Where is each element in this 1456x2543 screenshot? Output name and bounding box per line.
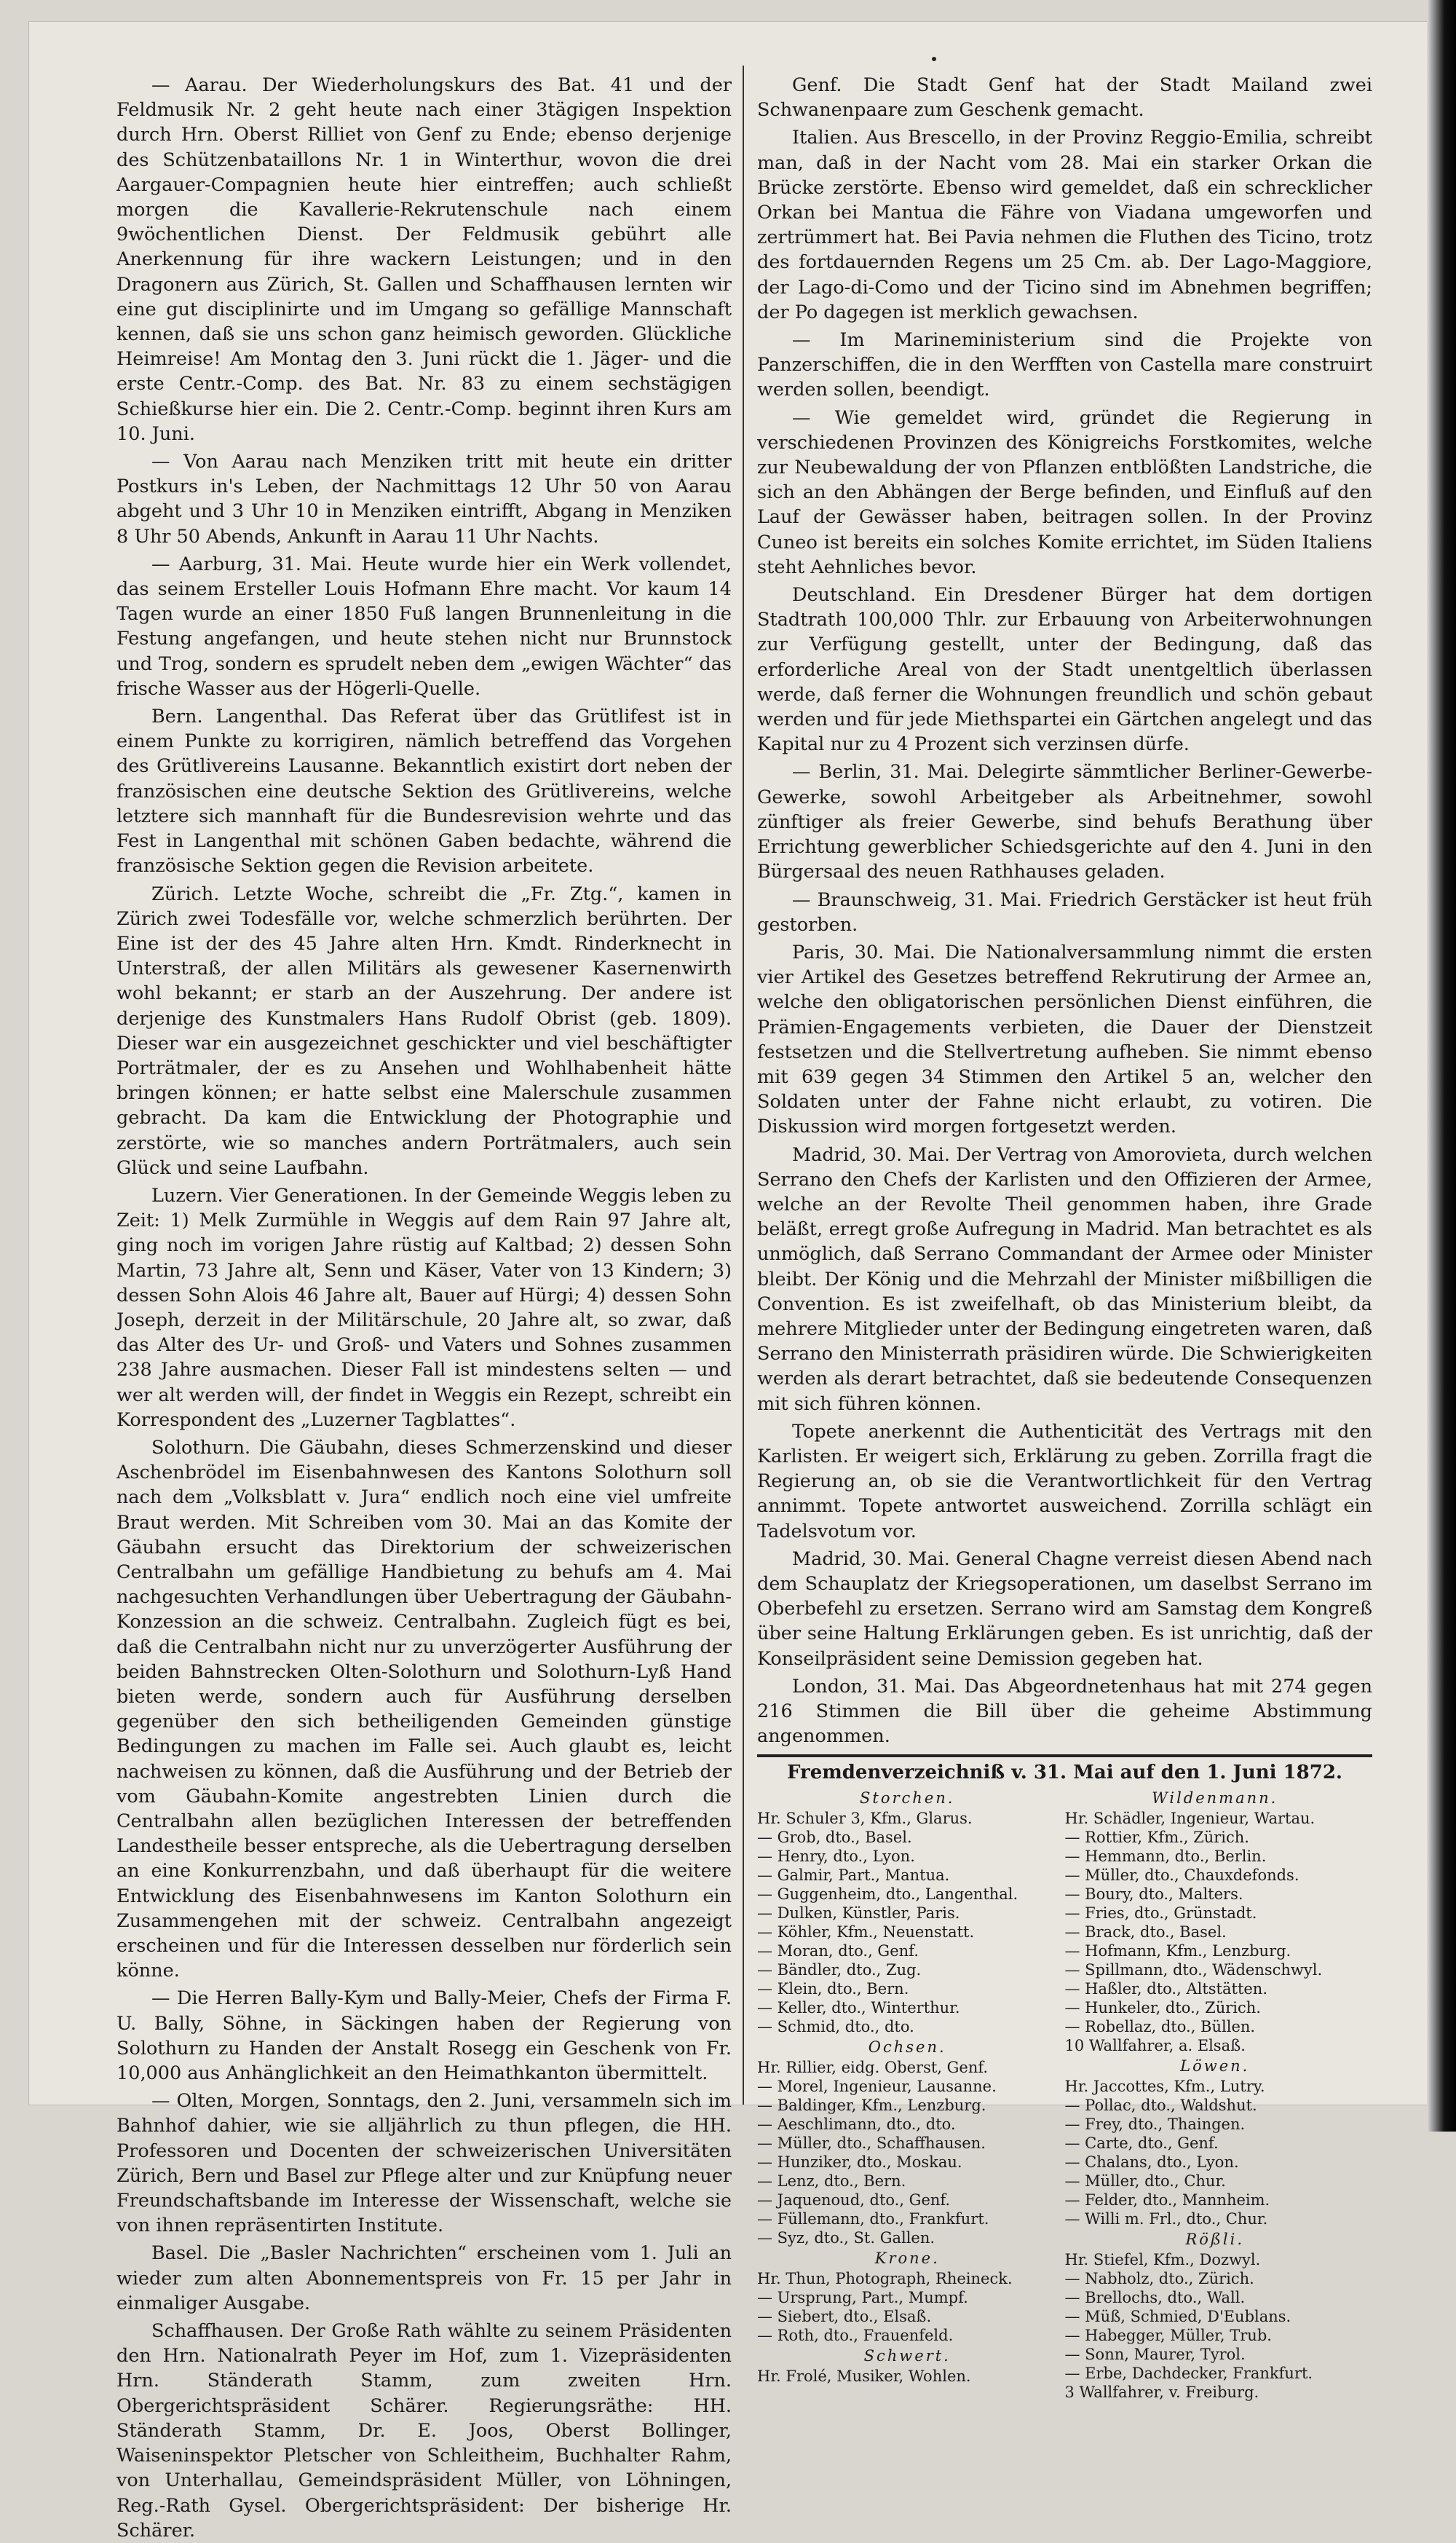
guest-entry: — Müller, dto., Chur.: [1064, 2172, 1226, 2190]
guest-entry: — Hemmann, dto., Berlin.: [1064, 1847, 1267, 1865]
guest-entry: — Grob, dto., Basel.: [757, 1828, 912, 1846]
guest-entry: Hr. Stiefel, Kfm., Dozwyl.: [1064, 2250, 1261, 2268]
guest-entry: 3 Wallfahrer, v. Freiburg.: [1064, 2383, 1259, 2401]
guest-entry: — Boury, dto., Malters.: [1064, 1885, 1243, 1903]
guest-entry: — Morel, Ingenieur, Lausanne.: [757, 2077, 997, 2095]
guest-entry: — Roth, dto., Frauenfeld.: [757, 2326, 954, 2344]
guest-entry: — Pollac, dto., Waldshut.: [1064, 2096, 1257, 2114]
article-paragraph: Genf. Die Stadt Genf hat der Stadt Mailand zwei Schwanenpaare zum Geschenk gemacht.: [757, 74, 1372, 122]
guest-entry: — Frey, dto., Thaingen.: [1064, 2115, 1246, 2133]
guest-entry: Hr. Schädler, Ingenieur, Wartau.: [1064, 1809, 1315, 1827]
guest-entry: — Fries, dto., Grünstadt.: [1064, 1904, 1257, 1922]
guest-entry: — Jaquenoud, dto., Genf.: [757, 2191, 951, 2209]
guest-entry: — Sonn, Maurer, Tyrol.: [1064, 2345, 1246, 2363]
guest-entry: — Habegger, Müller, Trub.: [1064, 2326, 1272, 2344]
guest-entry: — Klein, dto., Bern.: [757, 1979, 909, 1998]
article-paragraph: Bern. Langenthal. Das Referat über das Grütlifest ist in einem Punkte zu korrigiren, nämlich betreffend das Vorgehen des Grütlivereins Lausanne. Bekanntlich existirt dort neben der französischen eine deutsche Sektion des Grütlivereins, welche letztere sich mannhaft für die Bundesrevision wehrte und das Fest in Langenthal mit schönen Gaben bedachte, während die französische Sektion gegen die Revision arbeitete.: [116, 706, 732, 878]
guest-entry: — Rottier, Kfm., Zürich.: [1064, 1828, 1249, 1846]
article-paragraph: Schaffhausen. Der Große Rath wählte zu seinem Präsidenten den Hrn. Nationalrath Peyer im Hof, zum 1. Vizepräsidenten Hrn. Ständerath Stamm, zum zweiten Hrn. Obergerichtspräsident Schärer. Regierungsräthe: HH. Ständerath Stamm, Dr. E. Joos, Oberst Bollinger, Waiseninspektor Pletscher von Schleitheim, Buchhalter Rahm, von Unterhallau, Gemeindspräsident Müller, von Löhningen, Reg.-Rath Gysel. Obergerichtspräsident: Der bisherige Hr. Schärer.: [116, 2320, 732, 2542]
guest-entry: Hr. Schuler 3, Kfm., Glarus.: [757, 1809, 973, 1827]
article-paragraph: Madrid, 30. Mai. General Chagne verreist diesen Abend nach dem Schauplatz der Kriegsoperationen, um daselbst Serrano im Oberbefehl zu ersetzen. Serrano wird am Samstag dem Kongreß über seine Haltung Erklärungen geben. Es ist unrichtig, daß der Konseilpräsident seine Demission gegeben hat.: [757, 1548, 1372, 1670]
guest-entry: — Syz, dto., St. Gallen.: [757, 2228, 935, 2247]
guest-entry: — Moran, dto., Genf.: [757, 1941, 919, 1960]
article-paragraph: — Im Marineministerium sind die Projekte von Panzerschiffen, die in den Werfften von Castella mare construirt werden sollen, beendigt.: [757, 329, 1372, 401]
guest-entry: — Guggenheim, dto., Langenthal.: [757, 1885, 1018, 1903]
guest-entry: — Müller, dto., Chauxdefonds.: [1064, 1866, 1299, 1884]
guest-entry: — Brellochs, dto., Wall.: [1064, 2288, 1246, 2306]
guest-entry: — Haßler, dto., Altstätten.: [1064, 1979, 1268, 1998]
article-paragraph: Paris, 30. Mai. Die Nationalversammlung nimmt die ersten vier Artikel des Gesetzes betreffend Rekrutirung der Armee an, welche den obligatorischen persönlichen Dienst einführen, die Prämien-Engagements verbieten, die Dauer der Dienstzeit festsetzen und die Stellvertretung aufheben. Sie nimmt ebenso mit 639 gegen 34 Stimmen den Artikel 5 an, welcher den Soldaten unter der Fahne nicht erlaubt, zu votiren. Die Diskussion wird morgen fortgesetzt werden.: [757, 941, 1372, 1138]
guest-entry: — Müller, dto., Schaffhausen.: [757, 2134, 986, 2152]
hotel-heading: Storchen.: [860, 1789, 955, 1807]
newspaper-page: [29, 22, 1427, 2542]
guest-entry: — Dulken, Künstler, Paris.: [757, 1904, 960, 1922]
guest-entry: — Köhler, Kfm., Neuenstatt.: [757, 1923, 975, 1941]
guest-entry: — Schmid, dto., dto.: [757, 2017, 914, 2035]
hotel-heading: Schwert.: [863, 2346, 951, 2365]
register-title: Fremdenverzeichniß v. 31. Mai auf den 1. Juni 1872.: [787, 1762, 1342, 1784]
article-paragraph: — Braunschweig, 31. Mai. Friedrich Gerstäcker ist heut früh gestorben.: [757, 888, 1372, 936]
article-paragraph: — Berlin, 31. Mai. Delegirte sämmtlicher Berliner-Gewerbe-Gewerke, sowohl Arbeitgeber als Arbeitnehmer, sowohl zünftiger als freier Gewerbe, sind behufs Berathung über Errichtung gewerblicher Schiedsgerichte auf den 4. Juni in den Bürgersaal des neuen Rathhauses geladen.: [757, 761, 1372, 883]
article-paragraph: — Von Aarau nach Menziken tritt mit heute ein dritter Postkurs in's Leben, der Nachmittags 12 Uhr 50 von Aarau abgeht und 3 Uhr 10 in Menziken eintrifft, Abgang in Menziken 8 Uhr 50 Abends, Ankunft in Aarau 11 Uhr Nachts.: [116, 451, 732, 548]
article-paragraph: Italien. Aus Brescello, in der Provinz Reggio-Emilia, schreibt man, daß in der Nacht vom 28. Mai ein starker Orkan die Brücke zerstörte. Ebenso wird gemeldet, daß ein schrecklicher Orkan bei Mantua die Fähre von Viadana umgeworfen und zertrümmert hat. Bei Pavia nehmen die Fluthen des Ticino, trotz des fortdauernden Regens um 25 Cm. ab. Der Lago-Maggiore, der Lago-di-Como und der Ticino sind im Abnehmen begriffen; der Po dagegen ist merklich gewachsen.: [757, 127, 1372, 323]
article-paragraph: Zürich. Letzte Woche, schreibt die „Fr. Ztg.“, kamen in Zürich zwei Todesfälle vor, welche schmerzlich berührten. Der Eine ist der des 45 Jahre alten Hrn. Kmdt. Rinderknecht in Unterstraß, der allen Militärs als gewesener Kasernenwirth wohl bekannt; er starb an der Auszehrung. Der andere ist derjenige des Kunstmalers Hans Rudolf Obrist (geb. 1809). Dieser war ein ausgezeichnet geschickter und viel beschäftigter Porträtmaler, der es zu Ansehen und Wohlhabenheit hätte bringen können; er hatte selbst eine Malerschule zusammen gebracht. Da kam die Entwicklung der Photographie und zerstörte, wie so manches andern Porträtmalers, auch sein Glück und seine Laufbahn.: [116, 883, 732, 1179]
guest-entry: Hr. Jaccottes, Kfm., Lutry.: [1064, 2077, 1265, 2095]
article-paragraph: — Wie gemeldet wird, gründet die Regierung in verschiedenen Provinzen des Königreichs Forstkomites, welche zur Neubewaldung der von Pflanzen entblößten Landstriche, die sich an den Abhängen der Berge befinden, und Einfluß auf den Lauf der Gewässer haben, beitragen sollen. In der Provinz Cuneo ist bereits ein solches Komite errichtet, im Süden Italiens steht Aehnliches bevor.: [757, 406, 1372, 578]
ink-speck: [932, 57, 936, 61]
article-paragraph: Solothurn. Die Gäubahn, dieses Schmerzenskind und dieser Aschenbrödel im Eisenbahnwesen des Kantons Solothurn soll nach dem „Volksblatt v. Jura“ endlich noch eine viel umfreite Braut werden. Mit Schreiben vom 30. Mai an das Komite der Gäubahn ersucht das Direktorium der schweizerischen Centralbahn um gefällige Handbietung zu behufs am 4. Mai nachgesuchten Verhandlungen über Uebertragung der Gäubahn-Konzession an die schweiz. Centralbahn. Zugleich fügt es bei, daß die Centralbahn nicht nur zu unverzögerter Ausführung der beiden Bahnstrecken Olten-Solothurn und Solothurn-Lyß Hand bieten werde, sondern auch für Ausführung derselben gegenüber den sich betheiligenden Gemeinden günstige Bedingungen zu machen im Falle sei. Auch glaubt es, leicht nachweisen zu können, daß die Ausführung und der Betrieb der vom Gäubahn-Komite angestrebten Linien durch die Centralbahn allen bezüglichen Interessen der betreffenden Landestheile besser entspreche, als die Uebertragung derselben an eine Konkurrenzbahn, und daß überhaupt für die weitere Entwicklung des Eisenbahnwesens im Kanton Solothurn ein Zusammengehen mit der schweiz. Centralbahn angezeigt erscheinen und für die Interessen desselben nur förderlich sein könne.: [116, 1436, 732, 1982]
guest-entry: — Chalans, dto., Lyon.: [1064, 2153, 1239, 2171]
register-separator: [757, 1754, 1372, 1757]
guest-entry: 10 Wallfahrer, a. Elsaß.: [1064, 2036, 1246, 2054]
hotel-heading: Rößli.: [1185, 2230, 1245, 2248]
guest-entry: — Brack, dto., Basel.: [1064, 1923, 1227, 1941]
article-paragraph: — Die Herren Bally-Kym und Bally-Meier, Chefs der Firma F. U. Bally, Söhne, in Säckingen haben der Regierung von Solothurn zu Handen der Anstalt Rosegg ein Geschenk von Fr. 10,000 aus Anhänglichkeit an den Heimathkanton übermittelt.: [116, 1987, 732, 2085]
guest-entry: — Erbe, Dachdecker, Frankfurt.: [1064, 2364, 1313, 2382]
article-paragraph: Topete anerkennt die Authenticität des Vertrags mit den Karlisten. Er weigert sich, Erklärung zu geben. Zorrilla fragt die Regierung an, ob sie die Verantwortlichkeit für den Vertrag annimmt. Topete antwortet ausweichend. Zorrilla schlägt ein Tadelsvotum vor.: [757, 1420, 1372, 1542]
guest-entry: — Füllemann, dto., Frankfurt.: [757, 2209, 989, 2228]
guest-entry: — Robellaz, dto., Büllen.: [1064, 2017, 1256, 2035]
hotel-heading: Ochsen.: [868, 2038, 946, 2056]
guest-entry: — Nabholz, dto., Zürich.: [1064, 2269, 1254, 2287]
guest-entry: Hr. Frolé, Musiker, Wohlen.: [757, 2367, 971, 2385]
hotel-heading: Krone.: [874, 2249, 940, 2267]
right-articles: [757, 73, 1372, 1748]
guest-entry: — Aeschlimann, dto., dto.: [757, 2115, 956, 2133]
guest-entry: — Keller, dto., Winterthur.: [757, 1998, 960, 2016]
guest-entry: — Willi m. Frl., dto., Chur.: [1064, 2209, 1268, 2228]
hotel-heading: Löwen.: [1180, 2057, 1250, 2075]
hotel-heading: Wildenmann.: [1152, 1789, 1278, 1807]
register-grid: [757, 1787, 1372, 2402]
register-right-column: [1065, 1787, 1373, 2402]
guest-entry: — Felder, dto., Mannheim.: [1064, 2191, 1270, 2209]
left-column: [116, 73, 732, 2542]
guest-entry: — Müß, Schmied, D'Eublans.: [1064, 2307, 1291, 2325]
guest-entry: — Baldinger, Kfm., Lenzburg.: [757, 2096, 986, 2114]
article-paragraph: Deutschland. Ein Dresdener Bürger hat dem dortigen Stadtrath 100,000 Thlr. zur Erbauung von Arbeiterwohnungen zur Verfügung gestellt, unter der Bedingung, daß das erforderliche Areal von der Stadt unentgeltlich überlassen werde, daß ferner die Wohnungen freundlich und schön gebaut werden und für jede Miethspartei ein Gärtchen angelegt und das Kapital nur zu 4 Prozent sich verzinsen dürfe.: [757, 584, 1372, 756]
article-paragraph: — Aarburg, 31. Mai. Heute wurde hier ein Werk vollendet, das seinem Ersteller Louis Hofmann Ehre macht. Vor kaum 14 Tagen wurde an einer 1850 Fuß langen Brunnenleitung in die Festung angefangen, und heute stehen nicht nur Brunnstock und Trog, sondern es sprudelt neben dem „ewigen Wächter“ das frische Wasser aus der Högerli-Quelle.: [116, 553, 732, 700]
guest-entry: — Bändler, dto., Zug.: [757, 1960, 922, 1979]
guest-entry: Hr. Thun, Photograph, Rheineck.: [757, 2269, 1013, 2287]
guest-entry: — Siebert, dto., Elsaß.: [757, 2307, 932, 2325]
guest-entry: — Hunziker, dto., Moskau.: [757, 2153, 962, 2171]
register-left-column: [757, 1787, 1065, 2402]
right-column: [757, 73, 1372, 2401]
guest-entry: — Hunkeler, dto., Zürich.: [1064, 1998, 1261, 2016]
article-paragraph: London, 31. Mai. Das Abgeordnetenhaus hat mit 274 gegen 216 Stimmen die Bill über die geheime Abstimmung angenommen.: [757, 1675, 1372, 1748]
article-paragraph: — Olten, Morgen, Sonntags, den 2. Juni, versammeln sich im Bahnhof dahier, wie sie alljährlich zu thun pflegen, die HH. Professoren und Docenten der schweizerischen Universitäten Zürich, Bern und Basel zur Pflege alter und zur Knüpfung neuer Freundschaftsbande im Interesse der Wissenschaft, welche sie von ihnen repräsentirten Institute.: [116, 2090, 732, 2237]
guest-entry: — Henry, dto., Lyon.: [757, 1847, 915, 1865]
article-paragraph: — Aarau. Der Wiederholungskurs des Bat. 41 und der Feldmusik Nr. 2 geht heute nach einer 3tägigen Inspektion durch Hrn. Oberst Rilliet von Genf zu Ende; ebenso derjenige des Schützenbataillons Nr. 1 in Winterthur, wovon die drei Aargauer-Compagnien heute hier eintreffen; auch schließt morgen die Kavallerie-Rekrutenschule nach einem 9wöchentlichen Dienst. Der Feldmusik gebührt alle Anerkennung für ihre wackern Leistungen; und in den Dragonern aus Zürich, St. Gallen und Schaffhausen lernten wir eine gut disciplinirte und im Umgang so gefällige Mannschaft kennen, daß sie uns schon ganz heimisch geworden. Glückliche Heimreise! Am Montag den 3. Juni rückt die 1. Jäger- und die erste Centr.-Comp. des Bat. Nr. 83 zu einem sechstägigen Schießkurse hier ein. Die 2. Centr.-Comp. beginnt ihren Kurs am 10. Juni.: [116, 74, 732, 445]
article-paragraph: Luzern. Vier Generationen. In der Gemeinde Weggis leben zu Zeit: 1) Melk Zurmühle in Weggis auf dem Rain 97 Jahre alt, ging noch im vorigen Jahre rüstig auf Kaltbad; 2) dessen Sohn Martin, 73 Jahre alt, Senn und Käser, Vater von 13 Kindern; 3) dessen Sohn Alois 46 Jahre alt, Bauer auf Hürgi; 4) dessen Sohn Joseph, derzeit in der Militärschule, 20 Jahre alt, so zwar, daß das Alter des Ur- und Groß- und Vaters und Sohnes zusammen 238 Jahre ausmachen. Dieser Fall ist mindestens selten — und wer alt werden will, der findet in Weggis ein Rezept, schreibt ein Korrespondent des „Luzerner Tagblattes“.: [116, 1184, 732, 1431]
scan-edge: [1427, 0, 1456, 2132]
guest-entry: Hr. Rillier, eidg. Oberst, Genf.: [757, 2058, 989, 2076]
column-divider: [743, 66, 744, 2105]
article-paragraph: Madrid, 30. Mai. Der Vertrag von Amorovieta, durch welchen Serrano den Chefs der Karlisten und den Offizieren der Armee, welche an der Revolte Theil genommen haben, ihre Grade beläßt, erregt große Aufregung in Madrid. Man betrachtet es als unmöglich, daß Serrano Commandant der Armee oder Minister bleibt. Der König und die Mehrzahl der Minister mißbilligen die Convention. Es ist zweifelhaft, ob das Ministerium bleibt, da mehrere Mitglieder unter der Bedingung eingetreten waren, daß Serrano den Ministerrath präsidiren würde. Die Schwierigkeiten werden als derart betrachtet, daß sie bedeutende Consequenzen mit sich führen können.: [757, 1143, 1372, 1415]
guest-entry: — Carte, dto., Genf.: [1064, 2134, 1219, 2152]
guest-entry: — Spillmann, dto., Wädenschwyl.: [1064, 1960, 1323, 1979]
guest-entry: — Lenz, dto., Bern.: [757, 2172, 906, 2190]
guest-entry: — Hofmann, Kfm., Lenzburg.: [1064, 1941, 1291, 1960]
guest-entry: — Ursprung, Part., Mumpf.: [757, 2288, 968, 2306]
guest-entry: — Galmir, Part., Mantua.: [757, 1866, 950, 1884]
article-paragraph: Basel. Die „Basler Nachrichten“ erscheinen vom 1. Juli an wieder zum alten Abonnementspreis von Fr. 15 per Jahr in einmaliger Ausgabe.: [116, 2242, 732, 2314]
